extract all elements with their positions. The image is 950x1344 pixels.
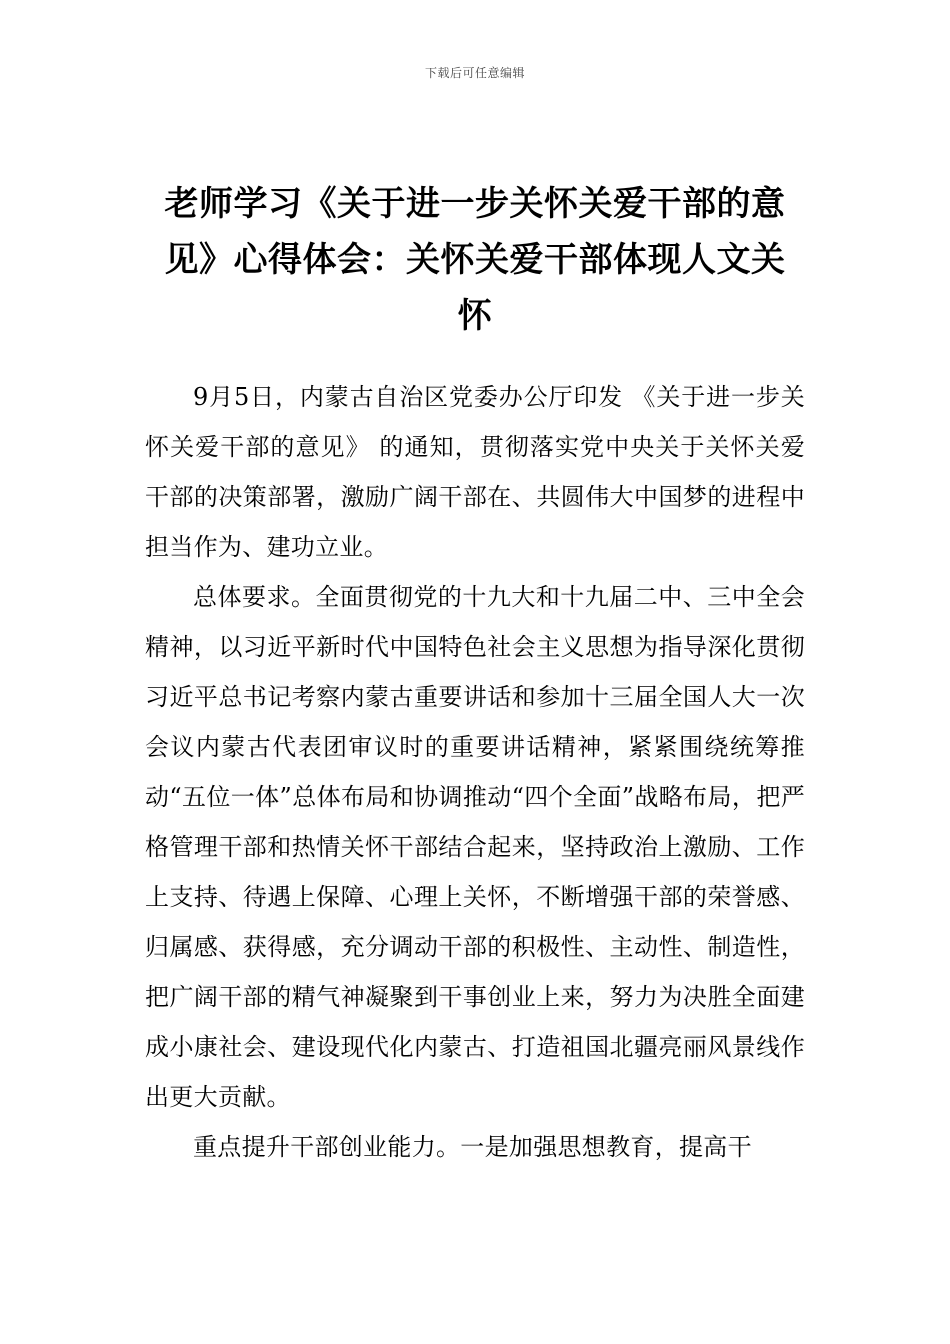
document-title: 老师学习《关于进一步关怀关爱干部的意见》心得体会：关怀关爱干部体现人文关怀	[164, 184, 786, 336]
paragraph-capability: 重点提升干部创业能力。一是加强思想教育，提高干	[193, 1133, 752, 1161]
header-note: 下载后可任意编辑	[424, 66, 525, 80]
paragraph-overall-requirements: 总体要求。全面贯彻党的十九大和十九届二中、三中全会精神，以习近平新时代中国特色社会主义思想为指导深化贯彻习近平总书记考察内蒙古重要讲话和参加十三届全国人大一次会议内蒙古代表团审议时的重要讲话精神，紧紧围绕统筹推动“五位一体”总体布局和协调推动“四个全面”战略布局，把严格管理干部和热情关怀干部结合起来，坚持政治上激励、工作上支持、待遇上保障、心理上关怀，不断增强干部的荣誉感、归属感、获得感，充分调动干部的积极性、主动性、制造性，把广阔干部的精气神凝聚到干事创业上来，努力为决胜全面建成小康社会、建设现代化内蒙古、打造祖国北疆亮丽风景线作出更大贡献。	[145, 583, 805, 1111]
document-body	[145, 372, 805, 1172]
paragraph-intro: 9月5日，内蒙古自治区党委办公厅印发 《关于进一步关怀关爱干部的意见》 的通知，贯彻落实党中央关于关怀关爱干部的决策部署，激励广阔干部在、共圆伟大中国梦的进程中担当作为、建功立业。	[145, 383, 805, 561]
